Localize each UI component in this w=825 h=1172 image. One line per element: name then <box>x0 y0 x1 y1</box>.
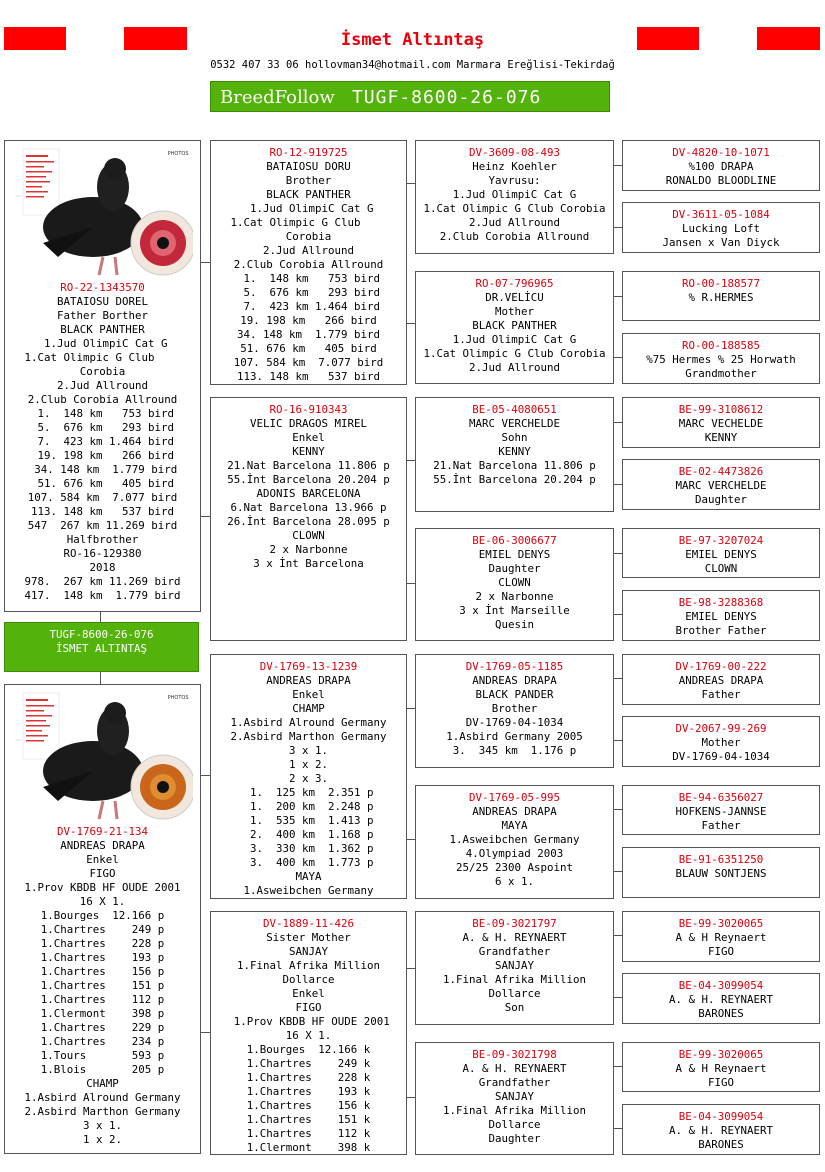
connector-line <box>614 935 622 936</box>
subject-owner: İSMET ALTINTAŞ <box>55 642 147 655</box>
detail-line: 1.Final Afrika Million <box>442 973 586 986</box>
detail-line: 1.Cat Olimpic G Club Corobia <box>423 202 606 215</box>
detail-line: Enkel <box>292 431 325 444</box>
detail-line: 2 x Narbonne <box>475 590 554 603</box>
connector-line <box>614 296 622 297</box>
detail-line: % R.HERMES <box>688 291 754 304</box>
brand-name: BreedFollow <box>220 87 335 108</box>
detail-line: 1.Chartres 156 p <box>40 965 165 978</box>
gen4-card <box>622 528 820 578</box>
detail-line: Daughter <box>694 493 747 506</box>
pedigree-miniature <box>23 693 59 759</box>
banner-ring: TUGF-8600-26-076 <box>351 87 542 108</box>
gen4-card <box>622 333 820 384</box>
detail-line: EMIEL DENYS <box>685 548 757 561</box>
detail-line: 2.Asbird Marthon Germany <box>24 1105 181 1118</box>
detail-line: 2.Jud Allround <box>56 379 148 392</box>
detail-line: 6 x 1. <box>494 875 534 888</box>
detail-line: 3. 345 km 1.176 p <box>452 744 577 757</box>
detail-line: Dollarce <box>488 987 541 1000</box>
detail-line: 113. 148 km 537 bird <box>30 505 174 518</box>
detail-line: 16 X 1. <box>285 1029 332 1042</box>
detail-line: SANJAY <box>494 959 534 972</box>
great-grandparent-card <box>415 397 614 512</box>
connector-line <box>614 422 622 423</box>
great-grandparent-card <box>415 785 614 899</box>
detail-line: 19. 198 km 266 bird <box>30 449 174 462</box>
connector-line <box>614 227 622 228</box>
detail-line: Brother <box>491 702 538 715</box>
detail-line: 1.Chartres 229 p <box>40 1021 165 1034</box>
great-grandparent-card <box>415 528 614 641</box>
detail-line: 1. 148 km 753 bird <box>236 272 380 285</box>
detail-line: Brother <box>285 174 332 187</box>
detail-line: A & H Reynaert <box>675 1062 767 1075</box>
detail-line: FIGO <box>295 1001 322 1014</box>
connector-line <box>407 323 415 324</box>
detail-line: 107. 584 km 7.077 bird <box>233 356 384 369</box>
detail-line: 3 x İnt Marseille <box>459 604 570 617</box>
detail-line: 55.İnt Barcelona 20.204 p <box>227 473 390 486</box>
ring-number: BE-05-4080651 <box>472 403 557 416</box>
gen4-card <box>622 847 820 898</box>
detail-line: MAYA <box>295 870 322 883</box>
detail-line: 1.Clermont 398 k <box>246 1141 371 1154</box>
ring-number: DV-1769-05-1185 <box>465 660 564 673</box>
detail-line: 1. 200 km 2.248 p <box>243 800 374 813</box>
detail-line: BLACK PANTHER <box>60 323 145 336</box>
photo-brand-logo: PHOTOS <box>167 695 189 701</box>
father-photo <box>13 147 193 279</box>
detail-line: 51. 676 km 405 bird <box>30 477 174 490</box>
gen4-card <box>622 1104 820 1155</box>
great-grandparent-card <box>415 654 614 768</box>
detail-line: 1.Cat Olimpic G Club <box>230 216 387 229</box>
detail-line: BATAIOSU DORU <box>266 160 351 173</box>
detail-line: BLACK PANTHER <box>472 319 557 332</box>
detail-line: SANJAY <box>494 1090 534 1103</box>
detail-line: Corobia <box>285 230 332 243</box>
detail-line: 1.Chartres 193 k <box>246 1085 371 1098</box>
gen4-card <box>622 397 820 448</box>
detail-line: 1.Asbird Germany 2005 <box>446 730 583 743</box>
detail-line: 1.Chartres 249 k <box>246 1057 371 1070</box>
detail-line: 19. 198 km 266 bird <box>240 314 377 327</box>
detail-line: 21.Nat Barcelona 11.806 p <box>227 459 390 472</box>
detail-line: DV-1769-04-1034 <box>672 750 770 763</box>
detail-line: 1.Asbird Alround Germany <box>24 1091 181 1104</box>
detail-line: A. & H. REYNAERT <box>462 1062 567 1075</box>
detail-line: Dollarce <box>282 973 335 986</box>
detail-line: Daughter <box>488 562 541 575</box>
detail-line: MARC VERCHELDE <box>468 417 560 430</box>
ring-number: RO-00-188585 <box>681 339 760 352</box>
detail-line: 2.Club Corobia Allround <box>233 258 384 271</box>
detail-line: FIGO <box>707 945 734 958</box>
detail-line: Son <box>504 1001 525 1014</box>
detail-line: Jansen x Van Diyck <box>662 236 780 249</box>
subject-card <box>4 622 199 672</box>
detail-line: %100 DRAPA <box>688 160 754 173</box>
detail-line: Quesin <box>494 618 534 631</box>
connector-line <box>614 678 622 679</box>
ring-number: BE-98-3288368 <box>678 596 764 609</box>
great-grandparent-card <box>415 140 614 254</box>
detail-line: 1. 148 km 753 bird <box>30 407 174 420</box>
detail-line: RO-16-129380 <box>63 547 142 560</box>
detail-line: 3 x İnt Barcelona <box>253 557 364 570</box>
gen4-card <box>622 1042 820 1092</box>
detail-line: 1.Cat Olimpic G Club Corobia <box>423 347 606 360</box>
detail-line: ANDREAS DRAPA <box>472 805 557 818</box>
connector-line <box>614 614 622 615</box>
connector-line <box>407 708 415 709</box>
detail-line: 1.Chartres 112 k <box>246 1127 371 1140</box>
great-grandparent-card <box>415 911 614 1025</box>
detail-line: 5. 676 km 293 bird <box>236 286 380 299</box>
detail-line: Yavrusu: <box>488 174 541 187</box>
ring-number: DV-1889-11-426 <box>262 917 354 930</box>
detail-line: Enkel <box>292 987 325 1000</box>
detail-line: Father Borther <box>56 309 148 322</box>
detail-line: VELIC DRAGOS MIREL <box>249 417 367 430</box>
detail-line: A. & H. REYNAERT <box>668 1124 773 1137</box>
detail-line: 978. 267 km 11.269 bird <box>24 575 181 588</box>
ring-number: DV-1769-00-222 <box>675 660 767 673</box>
subject-ring: TUGF-8600-26-076 <box>49 628 154 641</box>
detail-line: MAYA <box>501 819 528 832</box>
detail-line: 1.Asweibchen Germany <box>449 833 580 846</box>
gen4-card <box>622 459 820 510</box>
detail-line: Brother Father <box>675 624 767 637</box>
detail-line: Father <box>701 819 741 832</box>
detail-line: 21.Nat Barcelona 11.806 p <box>433 459 596 472</box>
father-ring: RO-22-1343570 <box>60 281 145 294</box>
detail-line: 2.Club Corobia Allround <box>439 230 590 243</box>
detail-line: 6.Nat Barcelona 13.966 p <box>230 501 387 514</box>
connector-line <box>407 583 415 584</box>
detail-line: 1.Cat Olimpic G Club <box>24 351 181 364</box>
detail-line: FIGO <box>89 867 116 880</box>
detail-line: 3 x 1. <box>82 1119 122 1132</box>
pedigree-miniature <box>23 149 59 215</box>
detail-line: BLAUW SONTJENS <box>675 867 767 880</box>
connector-line <box>407 968 415 969</box>
detail-line: 3. 330 km 1.362 p <box>243 842 374 855</box>
detail-line: 1 x 2. <box>82 1133 122 1146</box>
detail-line: 1.Jud OlimpiC Cat G <box>452 188 577 201</box>
detail-line: 25/25 2300 Aspoint <box>455 861 573 874</box>
detail-line: 2.Jud Allround <box>468 216 560 229</box>
ring-number: BE-04-3099054 <box>678 1110 764 1123</box>
gen4-card <box>622 271 820 321</box>
connector-line <box>614 165 622 166</box>
ring-number: BE-06-3006677 <box>472 534 557 547</box>
detail-line: SANJAY <box>288 945 328 958</box>
detail-line: ADONIS BARCELONA <box>256 487 361 500</box>
detail-line: 7. 423 km 1.464 bird <box>30 435 174 448</box>
connector-line <box>200 262 210 263</box>
connector-line <box>407 460 415 461</box>
grandparent-card <box>210 140 407 385</box>
detail-line: Corobia <box>79 365 126 378</box>
detail-line: 2.Asbird Marthon Germany <box>230 730 387 743</box>
detail-line: 1.Bourges 12.166 k <box>246 1043 371 1056</box>
detail-line: 1.Chartres 228 p <box>40 937 165 950</box>
mother-card <box>4 684 201 1154</box>
detail-line: BARONES <box>698 1138 744 1151</box>
detail-line: 1.Chartres 112 p <box>40 993 165 1006</box>
connector-line <box>614 553 622 554</box>
ring-number: RO-00-188577 <box>681 277 760 290</box>
connector-line <box>614 740 622 741</box>
ring-number: BE-99-3020065 <box>678 917 764 930</box>
ring-number: BE-99-3020065 <box>678 1048 764 1061</box>
detail-line: 1.Chartres 156 k <box>246 1099 371 1112</box>
gen4-card <box>622 140 820 191</box>
detail-line: Sohn <box>501 431 528 444</box>
ring-number: BE-09-3021798 <box>472 1048 557 1061</box>
ring-number: DV-4820-10-1071 <box>672 146 770 159</box>
gen4-card <box>622 785 820 835</box>
detail-line: KENNY <box>704 431 738 444</box>
father-details <box>5 295 200 603</box>
detail-line: 2. 400 km 1.168 p <box>243 828 374 841</box>
photo-brand-logo: PHOTOS <box>167 151 189 157</box>
detail-line: MARC VECHELDE <box>678 417 764 430</box>
detail-line: Grandfather <box>478 945 551 958</box>
detail-line: RONALDO BLOODLINE <box>665 174 777 187</box>
connector-line <box>614 871 622 872</box>
ring-number: DV-3609-08-493 <box>468 146 560 159</box>
detail-line: BLACK PANDER <box>475 688 554 701</box>
detail-line: 2 x Narbonne <box>269 543 348 556</box>
detail-line: HOFKENS-JANNSE <box>675 805 767 818</box>
detail-line: Dollarce <box>488 1118 541 1131</box>
detail-line: Halfbrother <box>66 533 139 546</box>
mother-photo <box>13 691 193 823</box>
detail-line: Mother <box>494 305 534 318</box>
detail-line: Lucking Loft <box>681 222 760 235</box>
detail-line: 1.Prov KBDB HF OUDE 2001 <box>24 881 181 894</box>
gen4-card <box>622 911 820 962</box>
detail-line: 26.İnt Barcelona 28.095 p <box>227 515 390 528</box>
ring-number: RO-16-910343 <box>269 403 348 416</box>
father-card <box>4 140 201 612</box>
detail-line: 1.Chartres 228 k <box>246 1071 371 1084</box>
detail-line: 1.Tours 593 p <box>40 1049 165 1062</box>
detail-line: BLACK PANTHER <box>266 188 351 201</box>
detail-line: 16 X 1. <box>79 895 126 908</box>
detail-line: ANDREAS DRAPA <box>678 674 764 687</box>
breedfollow-banner <box>210 81 610 112</box>
detail-line: 51. 676 km 405 bird <box>240 342 377 355</box>
gen4-card <box>622 654 820 705</box>
detail-line: 1.Final Afrika Million <box>236 959 380 972</box>
detail-line: 34. 148 km 1.779 bird <box>27 463 178 476</box>
ring-number: RO-07-796965 <box>475 277 554 290</box>
detail-line: 2.Jud Allround <box>262 244 354 257</box>
connector-line <box>614 357 622 358</box>
ring-number: RO-12-919725 <box>269 146 348 159</box>
connector-line <box>614 997 622 998</box>
pigeon-image <box>13 147 193 279</box>
detail-line: 107. 584 km 7.077 bird <box>27 491 178 504</box>
connector-line <box>614 1128 622 1129</box>
detail-line: A. & H. REYNAERT <box>462 931 567 944</box>
ring-number: BE-09-3021797 <box>472 917 557 930</box>
detail-line: 7. 423 km 1.464 bird <box>236 300 380 313</box>
detail-line: Daughter <box>488 1132 541 1145</box>
connector-line <box>100 672 101 684</box>
ring-number: DV-1769-05-995 <box>468 791 560 804</box>
detail-line: 1.Final Afrika Million <box>442 1104 586 1117</box>
detail-line: FIGO <box>707 1076 734 1089</box>
gen4-card <box>622 590 820 641</box>
detail-line: Father <box>701 688 741 701</box>
connector-line <box>100 611 101 622</box>
detail-line: 2.Jud Allround <box>468 361 560 374</box>
detail-line: ANDREAS DRAPA <box>60 839 145 852</box>
detail-line: 1.Prov KBDB HF OUDE 2001 <box>227 1015 390 1028</box>
detail-line: 1. 535 km 1.413 p <box>243 814 374 827</box>
connector-line <box>200 1032 210 1033</box>
detail-line: CLOWN <box>704 562 738 575</box>
detail-line: DR.VELİCU <box>485 291 544 304</box>
detail-line: 113. 148 km 537 bird <box>236 370 380 383</box>
detail-line: 1.Blois 205 p <box>40 1063 165 1076</box>
detail-line: Grandmother <box>685 367 757 380</box>
ring-number: DV-2067-99-269 <box>675 722 767 735</box>
detail-line: BARONES <box>698 1007 744 1020</box>
detail-line: CLOWN <box>498 576 531 589</box>
detail-line: MARC VERCHELDE <box>675 479 767 492</box>
detail-line: KENNY <box>292 445 325 458</box>
detail-line: A. & H. REYNAERT <box>668 993 773 1006</box>
connector-line <box>407 1097 415 1098</box>
connector-line <box>200 775 210 776</box>
detail-line: 2018 <box>89 561 116 574</box>
detail-line: 1.Chartres 193 p <box>40 951 165 964</box>
detail-line: %75 Hermes % 25 Horwath <box>646 353 796 366</box>
detail-line: Mother <box>701 736 741 749</box>
detail-line: 1.Jud OlimpiC Cat G <box>452 333 577 346</box>
connector-line <box>407 183 415 184</box>
detail-line: Enkel <box>86 853 119 866</box>
detail-line: BATAIOSU DOREL <box>56 295 148 308</box>
detail-line: CHAMP <box>86 1077 119 1090</box>
gen4-card <box>622 973 820 1024</box>
detail-line: CHAMP <box>292 702 325 715</box>
ring-number: DV-3611-05-1084 <box>672 208 770 221</box>
detail-line: 4.Olympiad 2003 <box>465 847 564 860</box>
connector-line <box>614 484 622 485</box>
detail-line: CLOWN <box>292 529 325 542</box>
connector-line <box>200 516 210 517</box>
detail-line: 1.Jud OlimpiC Cat G <box>243 202 374 215</box>
ring-number: BE-97-3207024 <box>678 534 764 547</box>
ring-number: BE-04-3099054 <box>678 979 764 992</box>
detail-line: 3. 400 km 1.773 p <box>243 856 374 869</box>
gen4-card <box>622 716 820 767</box>
ring-number: BE-94-6356027 <box>678 791 764 804</box>
detail-line: 2.Club Corobia Allround <box>27 393 178 406</box>
connector-line <box>614 809 622 810</box>
detail-line: ANDREAS DRAPA <box>472 674 557 687</box>
great-grandparent-card <box>415 1042 614 1155</box>
breeder-name: İsmet Altıntaş <box>340 30 485 50</box>
detail-line: 1.Asbird Alround Germany <box>230 716 387 729</box>
connector-line <box>407 839 415 840</box>
detail-line: 1.Clermont 398 p <box>40 1007 165 1020</box>
detail-line: 5. 676 km 293 bird <box>30 421 174 434</box>
grandparent-card <box>210 911 407 1155</box>
ring-number: BE-99-3108612 <box>678 403 764 416</box>
detail-line: Grandfather <box>478 1076 551 1089</box>
mother-details <box>5 839 200 1147</box>
ring-number: BE-91-6351250 <box>678 853 764 866</box>
pigeon-image <box>13 691 193 823</box>
detail-line: 1.Bourges 12.166 p <box>40 909 165 922</box>
great-grandparent-card <box>415 271 614 384</box>
detail-line: KENNY <box>498 445 531 458</box>
detail-line: 417. 148 km 1.779 bird <box>24 589 181 602</box>
detail-line: Enkel <box>292 688 325 701</box>
detail-line: Sister Mother <box>266 931 351 944</box>
detail-line: 34. 148 km 1.779 bird <box>236 328 380 341</box>
detail-line: 1.Asweibchen Germany <box>243 884 374 897</box>
connector-line <box>614 1066 622 1067</box>
detail-line: 1. 125 km 2.351 p <box>243 786 374 799</box>
grandparent-card <box>210 397 407 641</box>
detail-line: Heinz Koehler <box>472 160 557 173</box>
detail-line: 55.İnt Barcelona 20.204 p <box>433 473 596 486</box>
detail-line: 1.Chartres 151 p <box>40 979 165 992</box>
detail-line: EMIEL DENYS <box>478 548 551 561</box>
detail-line: 3 x 1. <box>288 744 328 757</box>
detail-line: EMIEL DENYS <box>685 610 757 623</box>
breeder-contact: 0532 407 33 06 hollovman34@hotmail.com Marmara Ereğlisi-Tekirdağ <box>210 59 615 71</box>
detail-line: 1.Jud OlimpiC Cat G <box>37 337 168 350</box>
detail-line: 547 267 km 11.269 bird <box>27 519 178 532</box>
detail-line: 2 x 3. <box>288 772 328 785</box>
detail-line: DV-1769-04-1034 <box>465 716 564 729</box>
mother-ring: DV-1769-21-134 <box>56 825 148 838</box>
ring-number: DV-1769-13-1239 <box>259 660 358 673</box>
ring-number: BE-02-4473826 <box>678 465 764 478</box>
detail-line: A & H Reynaert <box>675 931 767 944</box>
detail-line: 1 x 2. <box>288 758 328 771</box>
detail-line: 1.Chartres 249 p <box>40 923 165 936</box>
gen4-card <box>622 202 820 253</box>
detail-line: 1.Chartres 234 p <box>40 1035 165 1048</box>
detail-line: 1.Chartres 151 k <box>246 1113 371 1126</box>
grandparent-card <box>210 654 407 899</box>
detail-line: ANDREAS DRAPA <box>266 674 351 687</box>
